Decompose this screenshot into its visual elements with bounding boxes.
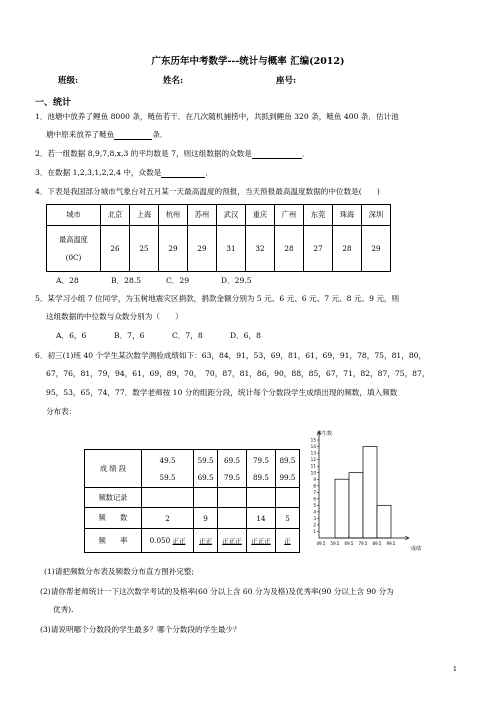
q5-option-b[interactable]: B．7，6 bbox=[114, 331, 145, 340]
temp-cell: 29 bbox=[188, 226, 217, 272]
range-top: 59.5 bbox=[197, 455, 214, 465]
city-cell: 杭州 bbox=[159, 205, 188, 226]
range-bottom: 69.5 bbox=[197, 472, 214, 482]
q3-end: ． bbox=[205, 168, 213, 177]
q6-line4: 分布表： bbox=[46, 407, 77, 416]
histogram-y-axis-label: 学生数 bbox=[317, 431, 333, 437]
x-tick-label: 99.5 bbox=[386, 541, 396, 546]
temp-cell: 29 bbox=[362, 226, 391, 272]
q1-line2 bbox=[46, 129, 168, 140]
q1-line1: 1．池塘中放养了鲤鱼 8000 条，鲢鱼若干．在几次随机捕捞中，共抓到鲤鱼 320 条，鲢鱼 400 条．估计池 bbox=[35, 112, 399, 121]
city-cell: 广州 bbox=[275, 205, 304, 226]
frequency-cell[interactable]: 14 bbox=[247, 508, 276, 529]
range-bottom: 79.5 bbox=[224, 472, 241, 482]
q2-end: ． bbox=[301, 149, 310, 158]
rate-cell[interactable] bbox=[247, 529, 276, 553]
tally-cell[interactable] bbox=[142, 488, 194, 508]
range-top: 79.5 bbox=[252, 455, 269, 465]
q6-line3: 95，53，65，74，77．数学老师按 10 分的组距分段，统计每个分数段学生成绩出现的频数，填入频数 bbox=[46, 388, 398, 397]
city-cell: 珠海 bbox=[333, 205, 362, 226]
y-tick-label: 2 bbox=[313, 522, 316, 528]
freq-table-tally-label: 频数记录 bbox=[85, 488, 142, 508]
y-tick-label: 4 bbox=[313, 509, 316, 515]
q6-line2: 67，76，81，79，94，61，69，89，70， 70，87，81，86，90，88，85，67，71，82，87，75，87， bbox=[46, 369, 430, 378]
class-label: 班级: bbox=[58, 76, 79, 86]
q5-line1: 5．某学习小组 7 位同学，为玉树地震灾区捐款，捐款金额分别为 5 元、6 元、6 元、7 元、8 元、9 元，则 bbox=[35, 294, 400, 303]
q6-sub3: (3)请说明哪个分数段的学生最多？哪个分数段的学生最少？ bbox=[40, 625, 241, 634]
range-bottom: 99.5 bbox=[279, 472, 296, 482]
frequency-cell[interactable] bbox=[218, 508, 247, 529]
range-top: 89.5 bbox=[279, 455, 296, 465]
q2-line bbox=[35, 148, 309, 159]
frequency-table bbox=[84, 449, 300, 553]
score-range-cell bbox=[247, 450, 276, 488]
temp-cell: 31 bbox=[217, 226, 246, 272]
q3-answer-blank[interactable] bbox=[161, 169, 205, 178]
range-top: 49.5 bbox=[159, 455, 176, 465]
q4-option-c[interactable]: C．29 bbox=[166, 276, 190, 285]
range-bottom: 89.5 bbox=[252, 472, 269, 482]
city-cell: 苏州 bbox=[188, 205, 217, 226]
q4-line: 4．下表是我国部分城市气象台对五月某一天最高温度的预报，当天预报最高温度数据的中位数是( ) bbox=[35, 187, 380, 196]
tally-cell[interactable] bbox=[194, 488, 218, 508]
q6-sub1: (1)请把频数分布表及频数分布直方图补完整; bbox=[44, 567, 195, 576]
seat-label: 座号: bbox=[276, 76, 297, 86]
temp-cell: 28 bbox=[275, 226, 304, 272]
q5-option-c[interactable]: C．7，8 bbox=[172, 331, 203, 340]
y-tick-label: 15 bbox=[310, 437, 316, 443]
rate-cell[interactable] bbox=[142, 529, 194, 553]
q2-answer-blank[interactable] bbox=[252, 150, 302, 159]
freq-table-rate-label: 频 率 bbox=[85, 529, 142, 553]
city-cell: 武汉 bbox=[217, 205, 246, 226]
city-cell: 北京 bbox=[101, 205, 130, 226]
x-tick-label: 69.5 bbox=[344, 541, 354, 546]
rate-cell[interactable] bbox=[218, 529, 247, 553]
q5-option-d[interactable]: D．6，8 bbox=[230, 331, 261, 340]
x-tick-label: 79.5 bbox=[358, 541, 368, 546]
range-bottom: 59.5 bbox=[159, 472, 176, 482]
range-top: 69.5 bbox=[224, 455, 241, 465]
rate-cell[interactable] bbox=[275, 529, 299, 553]
histogram-bar bbox=[363, 447, 377, 538]
q5-line2: 这组数据的中位数与众数分别为（ ） bbox=[46, 312, 183, 321]
city-temperature-table bbox=[46, 204, 391, 272]
y-tick-label: 3 bbox=[313, 516, 316, 521]
y-tick-label: 6 bbox=[313, 496, 316, 502]
y-tick-label: 1 bbox=[313, 529, 316, 535]
city-cell: 上海 bbox=[130, 205, 159, 226]
frequency-cell[interactable]: 5 bbox=[275, 508, 299, 529]
q4-option-d[interactable]: D．29.5 bbox=[221, 276, 252, 285]
temp-cell: 32 bbox=[246, 226, 275, 272]
y-tick-label: 14 bbox=[310, 444, 316, 450]
score-range-cell bbox=[275, 450, 299, 488]
tally-mark: 正 bbox=[284, 537, 291, 545]
rate-value: 0.050 bbox=[149, 536, 171, 545]
q6-sub2-line1: (2)请你帮老师统计一下这次数学考试的及格率(60 分以上含 60 分为及格)及优秀率(90 分以上含 90 分为 bbox=[40, 587, 394, 596]
histogram-bar bbox=[349, 473, 363, 538]
histogram-bar bbox=[335, 479, 349, 538]
tally-mark: 正正 bbox=[199, 537, 213, 545]
q3-line bbox=[35, 167, 213, 178]
page-title: 广东历年中考数学---统计与概率 汇编(2012) bbox=[151, 56, 345, 67]
row-label-line1: 最高温度 bbox=[59, 235, 88, 244]
y-tick-label: 5 bbox=[313, 502, 316, 508]
histogram-x-axis-label: 成绩 bbox=[411, 546, 422, 552]
frequency-histogram bbox=[305, 428, 445, 554]
table-row-label-temperature bbox=[47, 226, 101, 272]
y-tick-label: 7 bbox=[313, 489, 316, 495]
temp-cell: 25 bbox=[130, 226, 159, 272]
tally-cell[interactable] bbox=[218, 488, 247, 508]
score-range-cell bbox=[218, 450, 247, 488]
freq-table-score-label: 成 绩 段 bbox=[85, 450, 142, 488]
y-tick-label: 8 bbox=[313, 483, 316, 489]
q2-text: 2．若一组数据 8,9,7,8,x,3 的平均数是 7，则这组数据的众数是 bbox=[35, 149, 252, 158]
frequency-cell[interactable]: 2 bbox=[142, 508, 194, 529]
temp-cell: 26 bbox=[101, 226, 130, 272]
x-tick-label: 89.5 bbox=[372, 541, 382, 546]
x-tick-label: 59.5 bbox=[330, 541, 340, 546]
tally-mark: 正正正 bbox=[222, 537, 242, 545]
x-tick-label: 49.5 bbox=[316, 541, 326, 546]
section-heading-statistics: 一、统计 bbox=[35, 98, 72, 108]
page-number: 1 bbox=[452, 665, 457, 673]
q1-answer-blank[interactable] bbox=[114, 131, 152, 140]
histogram-bar bbox=[377, 505, 391, 538]
row-label-line2: (0C) bbox=[65, 253, 82, 262]
score-range-cell bbox=[194, 450, 218, 488]
city-cell: 深圳 bbox=[362, 205, 391, 226]
tally-mark: 正正 bbox=[172, 537, 186, 545]
temp-cell: 27 bbox=[304, 226, 333, 272]
y-tick-label: 12 bbox=[310, 457, 316, 463]
city-cell: 东莞 bbox=[304, 205, 333, 226]
y-tick-label: 10 bbox=[310, 470, 316, 476]
q4-option-a[interactable]: A．28 bbox=[56, 276, 79, 285]
q5-option-a[interactable]: A．6，6 bbox=[56, 331, 87, 340]
temp-cell: 28 bbox=[333, 226, 362, 272]
temp-cell: 29 bbox=[159, 226, 188, 272]
name-label: 姓名: bbox=[163, 76, 184, 86]
city-cell: 重庆 bbox=[246, 205, 275, 226]
y-tick-label: 11 bbox=[310, 463, 316, 469]
tally-cell[interactable] bbox=[275, 488, 299, 508]
q4-options bbox=[56, 275, 252, 286]
q4-option-b[interactable]: B．28.5 bbox=[111, 276, 142, 285]
tally-mark: 正正正 bbox=[251, 537, 271, 545]
q1-text-a: 塘中原来放养了鲢鱼 bbox=[46, 130, 115, 139]
q6-line1: 6．初三(1)班 40 个学生某次数学测验成绩如下：63，84，91，53，69，81，61，69，91，78，75，81，80， bbox=[35, 351, 427, 360]
table-header-city: 城市 bbox=[47, 205, 101, 226]
y-tick-label: 13 bbox=[310, 450, 316, 456]
q5-options bbox=[56, 330, 261, 341]
rate-cell[interactable] bbox=[194, 529, 218, 553]
tally-cell[interactable] bbox=[247, 488, 276, 508]
y-tick-label: 9 bbox=[313, 476, 316, 482]
freq-table-frequency-label: 频 数 bbox=[85, 508, 142, 529]
q1-text-b: 条． bbox=[152, 130, 168, 139]
q3-text: 3．在数据 1,2,3,1,2,2,4 中，众数是 bbox=[35, 168, 162, 177]
score-range-cell bbox=[142, 450, 194, 488]
frequency-cell[interactable]: 9 bbox=[194, 508, 218, 529]
q6-sub2-line2: 优秀). bbox=[53, 605, 74, 614]
